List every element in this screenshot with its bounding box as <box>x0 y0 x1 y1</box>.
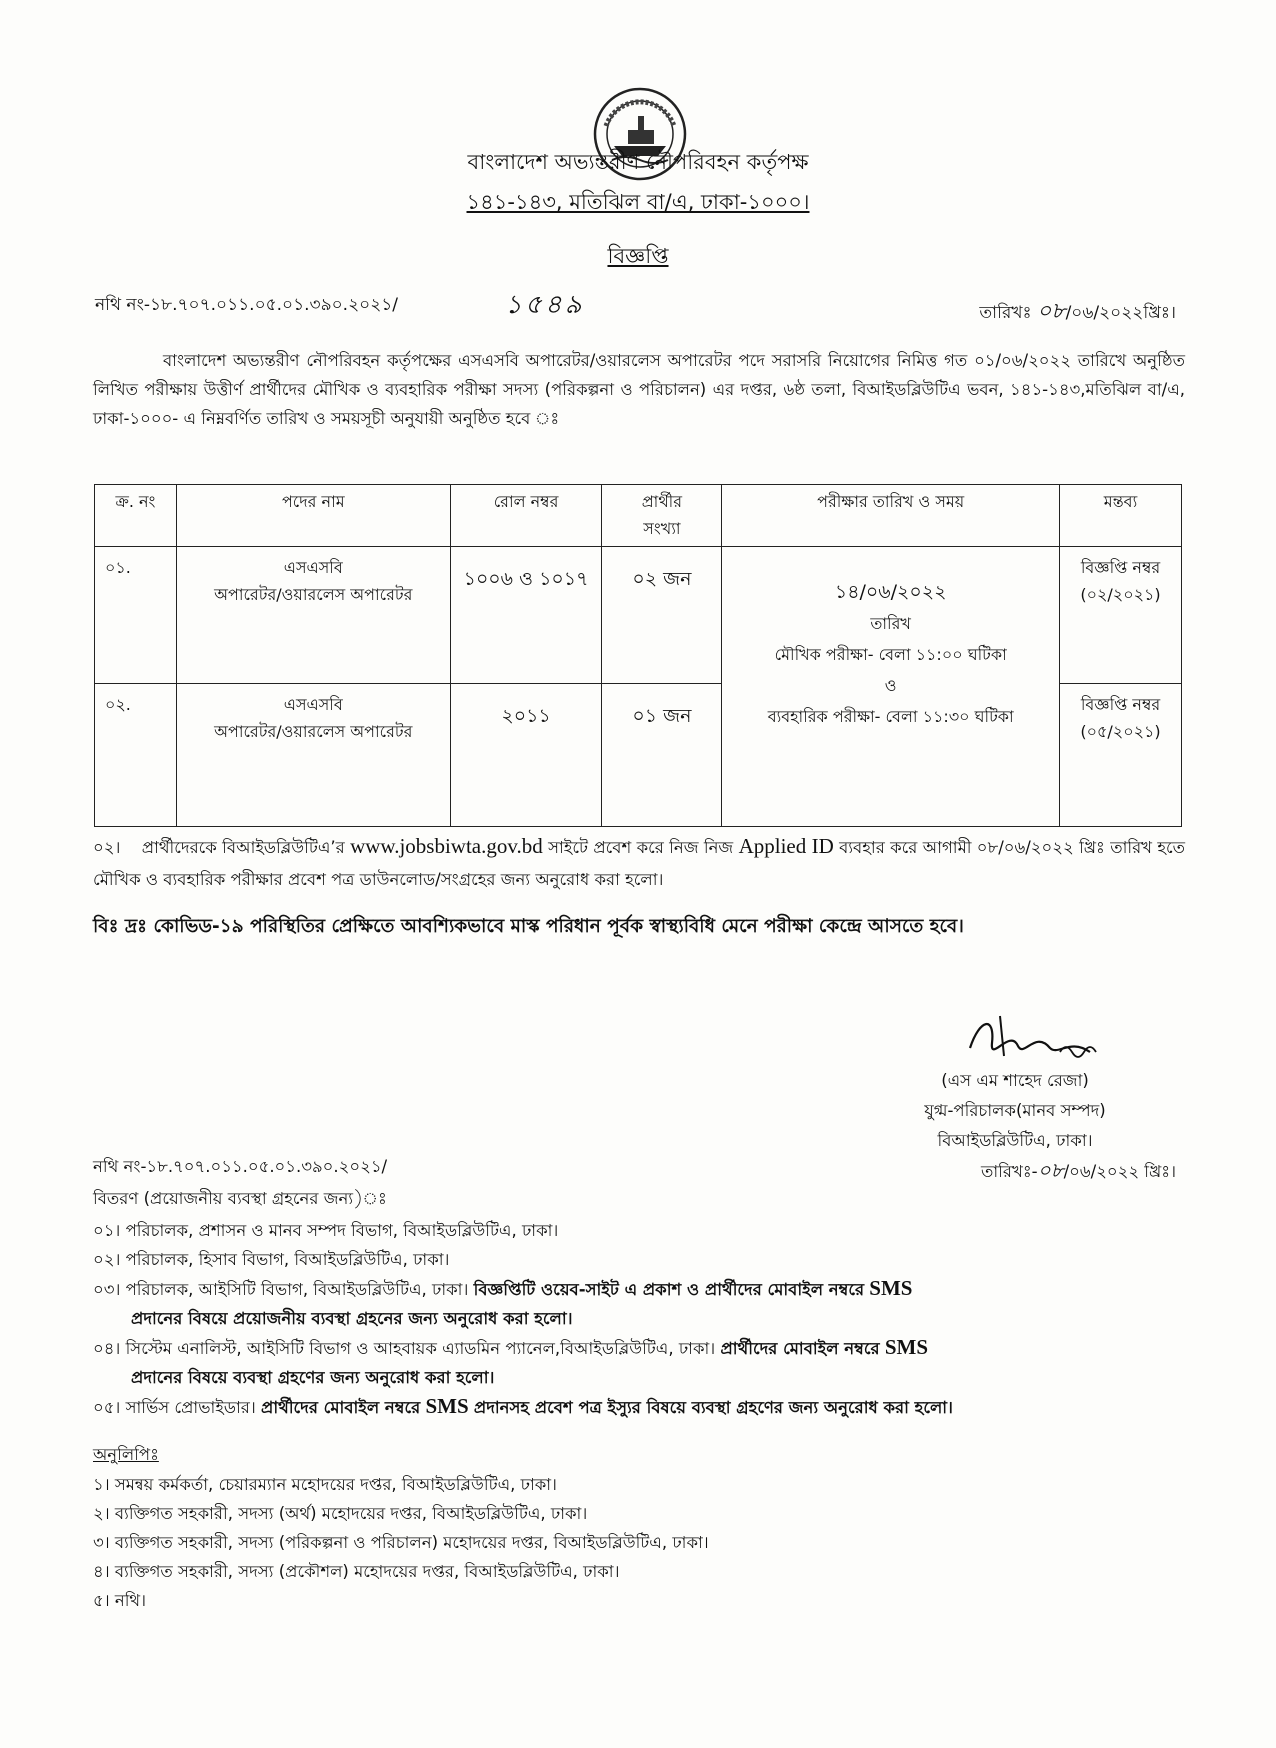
admit-card-paragraph: ০২। প্রার্থীদেরকে বিআইডব্লিউটিএ’র www.jobsbiwta.gov.bd সাইটে প্রবেশ করে নিজ নিজ Applied ID ব্যবহার করে আগামী ০৮/০৬/২০২২ খ্রিঃ তারিখ হতে মৌখিক ও ব্যবহারিক পরীক্ষার প্রবেশ পত্র ডাউনলোড/সংগ্রহের জন্য অনুরোধ করা হলো। <box>93 834 1186 889</box>
notice-date <box>979 294 1176 331</box>
header-serial: ক্র. নং <box>95 485 177 547</box>
row-serial: ০১. <box>95 547 177 684</box>
row-remarks: বিজ্ঞপ্তি নম্বর (০৫/২০২১) <box>1060 684 1182 827</box>
header-roll: রোল নম্বর <box>450 485 602 547</box>
list-item-continued: প্রদানের বিষয়ে ব্যবস্থা গ্রহণের জন্য অনুরোধ করা হলো। <box>131 1368 495 1387</box>
list-item: ১। সমন্বয় কর্মকর্তা, চেয়ারম্যান মহোদয়ের দপ্তর, বিআইডব্লিউটিএ, ঢাকা। <box>93 1475 557 1494</box>
list-item: ০৪। সিস্টেম এনালিস্ট, আইসিটি বিভাগ ও আহবায়ক এ্যাডমিন প্যানেল,বিআইডব্লিউটিএ, ঢাকা। প্রার্থীদের মোবাইল নম্বরে SMS <box>93 1335 929 1359</box>
list-item: ৪। ব্যক্তিগত সহকারী, সদস্য (প্রকৌশল) মহোদয়ের দপ্তর, বিআইডব্লিউটিএ, ঢাকা। <box>93 1562 620 1581</box>
distribution-heading: বিতরণ (প্রয়োজনীয় ব্যবস্থা গ্রহনের জন্য)ঃ <box>93 1189 387 1208</box>
header-exam-datetime: পরীক্ষার তারিখ ও সময় <box>722 485 1060 547</box>
distribution-memo-number: নথি নং-১৮.৭০৭.০১১.০৫.০১.৩৯০.২০২১/ <box>93 1157 388 1176</box>
jobs-website-link[interactable]: www.jobsbiwta.gov.bd <box>350 834 543 858</box>
signatory-date: তারিখঃ-০৮/০৬/২০২২ খ্রিঃ। <box>981 1158 1176 1182</box>
list-item: ০৫। সার্ভিস প্রোভাইডার। প্রার্থীদের মোবাইল নম্বরে SMS প্রদানসহ প্রবেশ পত্র ইস্যুর বিষয়ে ব্যবস্থা গ্রহণের জন্য অনুরোধ করা হলো। <box>93 1394 953 1418</box>
date-word: তারিখ <box>870 614 911 633</box>
distribution-list <box>93 1216 1183 1422</box>
list-item: ৩। ব্যক্তিগত সহকারী, সদস্য (পরিকল্পনা ও পরিচালন) মহোদয়ের দপ্তর, বিআইডব্লিউটিএ, ঢাকা। <box>93 1533 709 1552</box>
date-rest: /০৬/২০২২খ্রিঃ। <box>1065 303 1176 323</box>
row-serial: ০২. <box>95 684 177 827</box>
signatory-designation: যুগ্ম-পরিচালক(মানব সম্পদ) <box>924 1101 1106 1120</box>
table-header-row <box>95 485 1182 547</box>
header-candidate-count: প্রার্থীর সংখ্যা <box>602 485 722 547</box>
organization-address: ১৪১-১৪৩, মতিঝিল বা/এ, ঢাকা-১০০০। <box>466 190 810 214</box>
viva-time: মৌখিক পরীক্ষা- বেলা ১১:০০ ঘটিকা <box>774 645 1007 664</box>
list-item: ২। ব্যক্তিগত সহকারী, সদস্য (অর্থ) মহোদয়ের দপ্তর, বিআইডব্লিউটিএ, ঢাকা। <box>93 1504 588 1523</box>
table-row <box>95 547 1182 684</box>
handwritten-memo-number: ১৫৪৯ <box>505 290 585 320</box>
row-roll: ২০১১ <box>450 684 602 827</box>
organization-name: বাংলাদেশ অভ্যন্তরীণ নৌপরিবহন কর্তৃপক্ষ <box>467 150 809 174</box>
row-post: এসএসবি অপারেটর/ওয়ারলেস অপারেটর <box>176 684 450 827</box>
row-roll: ১০০৬ ও ১০১৭ <box>450 547 602 684</box>
and-word: ও <box>884 676 897 695</box>
memo-number: নথি নং-১৮.৭০৭.০১১.০৫.০১.৩৯০.২০২১/ <box>95 295 399 315</box>
signatory-block <box>860 1066 1170 1156</box>
practical-time: ব্যবহারিক পরীক্ষা- বেলা ১১:৩০ ঘটিকা <box>767 707 1014 726</box>
header-remarks: মন্তব্য <box>1060 485 1182 547</box>
row-remarks: বিজ্ঞপ্তি নম্বর (০২/২০২১) <box>1060 547 1182 684</box>
copy-heading: অনুলিপিঃ <box>93 1445 159 1464</box>
list-item: ০২। পরিচালক, হিসাব বিভাগ, বিআইডব্লিউটিএ, ঢাকা। <box>93 1250 450 1269</box>
exam-schedule-cell <box>722 547 1060 827</box>
covid-note: বিঃ দ্রঃ কোভিড-১৯ পরিস্থিতির প্রেক্ষিতে আবশ্যিকভাবে মাস্ক পরিধান পূর্বক স্বাস্থ্যবিধি মেনে পরীক্ষা কেন্দ্রে আসতে হবে। <box>93 916 964 937</box>
list-item: ০৩। পরিচালক, আইসিটি বিভাগ, বিআইডব্লিউটিএ, ঢাকা। বিজ্ঞপ্তিটি ওয়েব-সাইট এ প্রকাশ ও প্রার্থীদের মোবাইল নম্বরে SMS <box>93 1276 913 1300</box>
row-post: এসএসবি অপারেটর/ওয়ারলেস অপারেটর <box>176 547 450 684</box>
signatory-office: বিআইডব্লিউটিএ, ঢাকা। <box>937 1131 1093 1150</box>
exam-date: ১৪/০৬/২০২২ <box>834 581 947 603</box>
list-item: ০১। পরিচালক, প্রশাসন ও মানব সম্পদ বিভাগ, বিআইডব্লিউটিএ, ঢাকা। <box>93 1221 559 1240</box>
intro-paragraph: বাংলাদেশ অভ্যন্তরীণ নৌপরিবহন কর্তৃপক্ষের এসএসবি অপারেটর/ওয়ারলেস অপারেটর পদে সরাসরি নিয়োগের নিমিত্ত গত ০১/০৬/২০২২ তারিখে অনুষ্ঠিত লিখিত পরীক্ষায় উত্তীর্ণ প্রার্থীদের মৌখিক ও ব্যবহারিক পরীক্ষা সদস্য (পরিকল্পনা ও পরিচালন) এর দপ্তর, ৬ষ্ঠ তলা, বিআইডব্লিউটিএ ভবন, ১৪১-১৪৩,মতিঝিল বা/এ, ঢাকা-১০০০- এ নিম্নবর্ণিত তারিখ ও সময়সূচী অনুযায়ী অনুষ্ঠিত হবে ঃ <box>93 351 1185 428</box>
exam-schedule-table <box>94 484 1182 827</box>
list-item: ৫। নথি। <box>93 1591 147 1610</box>
copy-list <box>93 1470 709 1615</box>
list-item-continued: প্রদানের বিষয়ে প্রয়োজনীয় ব্যবস্থা গ্রহনের জন্য অনুরোধ করা হলো। <box>131 1309 573 1328</box>
handwritten-day: ০৮ <box>1036 299 1066 324</box>
row-count: ০২ জন <box>602 547 722 684</box>
row-count: ০১ জন <box>602 684 722 827</box>
notice-title: বিজ্ঞপ্তি <box>607 244 669 268</box>
date-label: তারিখঃ <box>979 303 1032 323</box>
signatory-name: (এস এম শাহেদ রেজা) <box>941 1071 1089 1090</box>
header-post: পদের নাম <box>176 485 450 547</box>
